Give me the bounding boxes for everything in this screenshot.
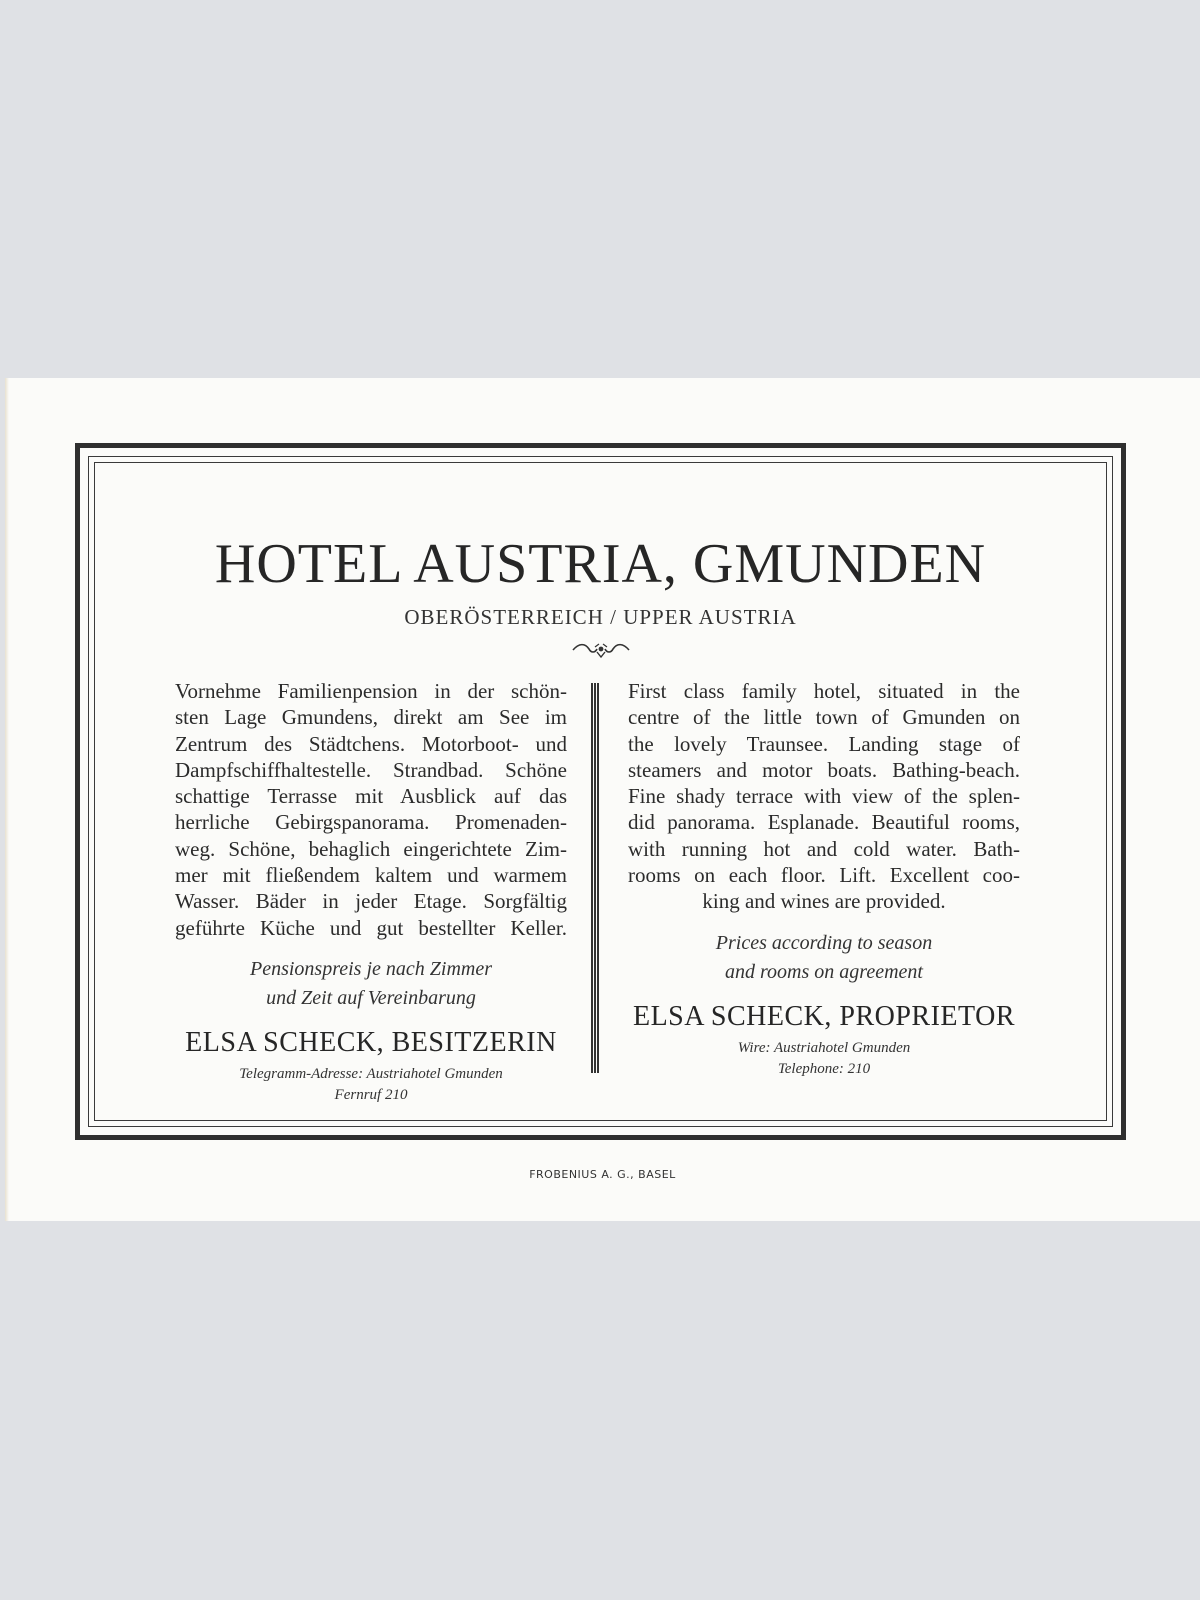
german-line: mer mit fließendem kaltem und warmem	[175, 863, 567, 888]
english-line: did panorama. Esplanade. Beautiful rooms,	[628, 810, 1020, 835]
english-line: Fine shady terrace with view of the splen-	[628, 784, 1020, 809]
german-line: sten Lage Gmundens, direkt am See im	[175, 705, 567, 730]
english-owner: ELSA SCHECK, PROPRIETOR	[632, 1000, 1016, 1032]
border-frame	[75, 443, 1126, 1140]
english-pricing-line: Prices according to season	[715, 931, 933, 954]
german-line: Vornehme Familienpension in der schön-	[175, 679, 567, 703]
german-line: Zentrum des Städtchens. Motorboot- und	[175, 731, 567, 756]
english-phone: Telephone: 210	[777, 1060, 871, 1077]
german-line: geführte Küche und gut bestellter Keller.	[175, 915, 567, 940]
german-contact	[175, 1064, 567, 1106]
german-line: schattige Terrasse mit Ausblick auf das	[175, 784, 567, 809]
ornament-flourish-icon	[95, 641, 1106, 661]
german-telegram-address: Telegramm-Adresse: Austriahotel Gmunden	[239, 1065, 503, 1082]
english-line: rooms on each floor. Lift. Excellent coo-	[628, 863, 1020, 888]
column-divider	[591, 683, 599, 1073]
german-line: Dampfschiffhaltestelle. Strandbad. Schöne	[175, 757, 567, 782]
german-line: weg. Schöne, behaglich eingerichtete Zim-	[175, 836, 567, 861]
english-column	[628, 678, 1020, 1080]
german-pricing-line: Pensionspreis je nach Zimmer	[249, 957, 492, 980]
english-wire-address: Wire: Austriahotel Gmunden	[737, 1039, 911, 1056]
english-line: king and wines are provided.	[702, 889, 946, 914]
german-line: herrliche Gebirgspanorama. Promenaden-	[175, 810, 567, 835]
printer-imprint: FROBENIUS A. G., BASEL	[529, 1168, 676, 1181]
german-line: Wasser. Bäder in jeder Etage. Sorgfältig	[175, 889, 567, 914]
english-pricing	[628, 929, 1020, 987]
english-description	[628, 678, 1020, 915]
german-owner: ELSA SCHECK, BESITZERIN	[185, 1026, 557, 1058]
german-pricing-line: und Zeit auf Vereinbarung	[266, 986, 476, 1009]
german-column	[175, 678, 567, 1106]
german-phone: Fernruf 210	[334, 1086, 408, 1103]
english-line: steamers and motor boats. Bathing-beach.	[628, 757, 1020, 782]
english-line: centre of the little town of Gmunden on	[628, 705, 1020, 730]
german-description	[175, 678, 567, 941]
english-line: the lovely Traunsee. Landing stage of	[628, 731, 1020, 756]
english-contact	[628, 1038, 1020, 1080]
english-line: First class family hotel, situated in the	[628, 679, 1020, 703]
hotel-title: HOTEL AUSTRIA, GMUNDEN	[214, 533, 987, 595]
card-edge	[5, 378, 9, 1221]
english-pricing-line: and rooms on agreement	[725, 960, 923, 983]
german-pricing	[175, 955, 567, 1013]
border-frame-inner-line	[88, 456, 1113, 1127]
hotel-subtitle: OBERÖSTERREICH / UPPER AUSTRIA	[404, 605, 797, 629]
border-frame-innermost-line	[94, 462, 1107, 1121]
english-line: with running hot and cold water. Bath-	[628, 836, 1020, 861]
hotel-card	[5, 378, 1200, 1221]
